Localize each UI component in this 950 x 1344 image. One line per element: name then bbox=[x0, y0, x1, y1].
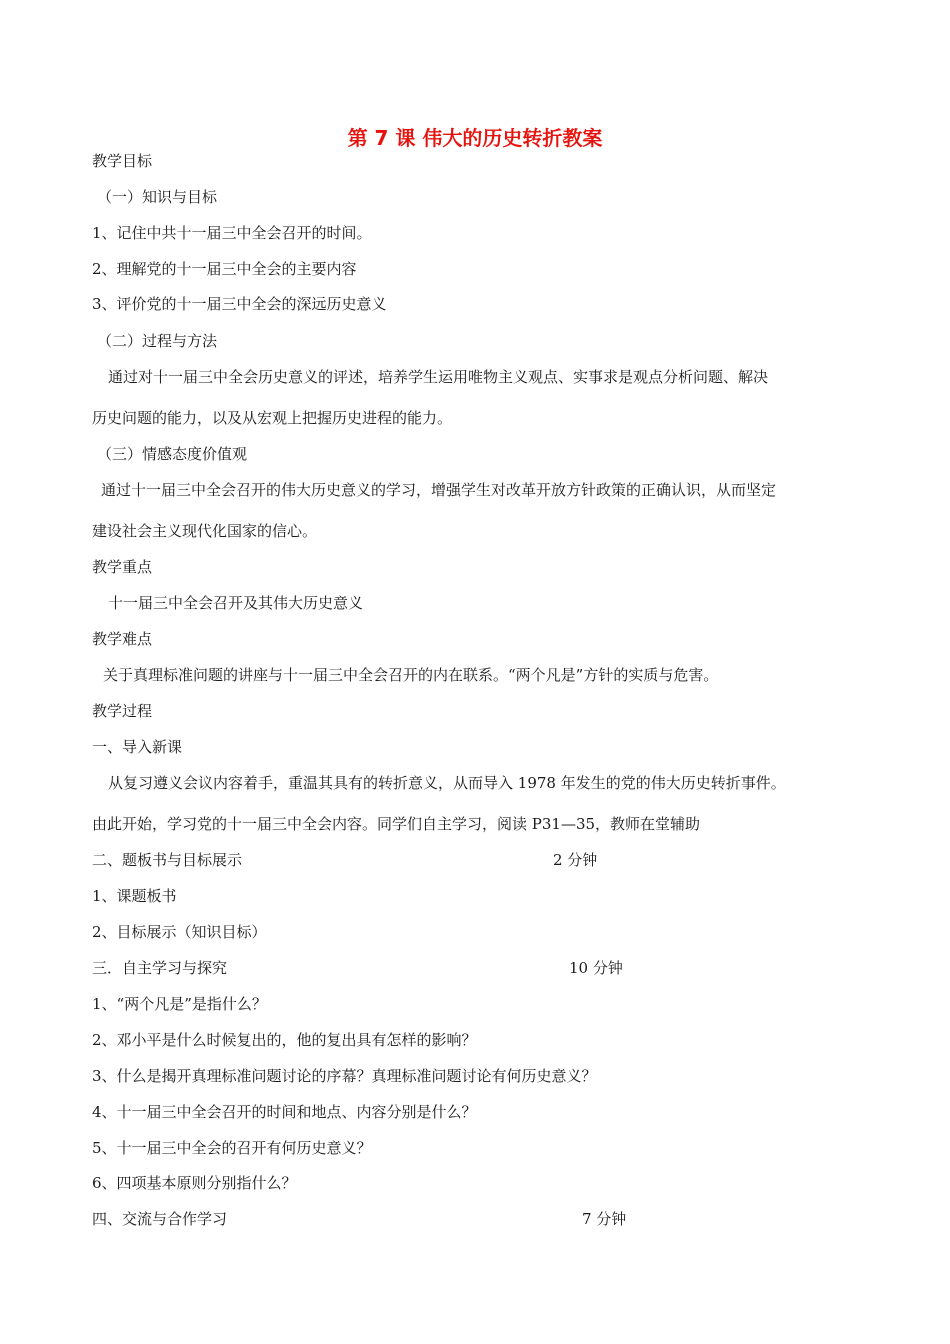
self-study-heading: 三．自主学习与探究 bbox=[92, 959, 228, 977]
document-title: 第 7 课 伟大的历史转折教案 bbox=[347, 126, 603, 150]
board-item-2: 2、目标展示（知识目标） bbox=[92, 923, 267, 941]
question-6: 6、四项基本原则分别指什么？ bbox=[92, 1174, 297, 1192]
process-method-text-line-1: 通过对十一届三中全会历史意义的评述，培养学生运用唯物主义观点、实事求是观点分析问题、解决 bbox=[108, 368, 769, 386]
process-method-heading: （二）过程与方法 bbox=[97, 332, 218, 350]
intro-text-line-1: 从复习遵义会议内容着手，重温其具有的转折意义，从而导入 1978 年发生的党的伟大历史转折事件。 bbox=[108, 774, 786, 792]
board-heading: 二、题板书与目标展示 bbox=[92, 851, 243, 869]
question-1: 1、“两个凡是”是指什么？ bbox=[92, 995, 267, 1013]
difficulties-heading: 教学难点 bbox=[92, 630, 153, 648]
question-5: 5、十一届三中全会的召开有何历史意义？ bbox=[92, 1139, 372, 1157]
knowledge-item-1: 1、记住中共十一届三中全会召开的时间。 bbox=[92, 224, 372, 242]
board-item-1: 1、课题板书 bbox=[92, 887, 177, 905]
intro-text-line-2: 由此开始，学习党的十一届三中全会内容。同学们自主学习，阅读 P31—35，教师在堂辅助 bbox=[92, 815, 701, 833]
emotion-heading: （三）情感态度价值观 bbox=[97, 445, 248, 463]
key-points-heading: 教学重点 bbox=[92, 558, 153, 576]
knowledge-item-2: 2、理解党的十一届三中全会的主要内容 bbox=[92, 260, 357, 278]
cooperation-heading: 四、交流与合作学习 bbox=[92, 1210, 228, 1228]
self-study-time: 10 分钟 bbox=[569, 959, 623, 977]
process-section-heading: 教学过程 bbox=[92, 702, 153, 720]
question-4: 4、十一届三中全会召开的时间和地点、内容分别是什么？ bbox=[92, 1103, 477, 1121]
emotion-text-line-1: 通过十一届三中全会召开的伟大历史意义的学习，增强学生对改革开放方针政策的正确认识，从而坚定 bbox=[101, 481, 777, 499]
intro-heading: 一、导入新课 bbox=[92, 738, 183, 756]
goals-heading: 教学目标 bbox=[92, 152, 153, 170]
knowledge-heading: （一）知识与目标 bbox=[97, 188, 218, 206]
question-2: 2、邓小平是什么时候复出的，他的复出具有怎样的影响？ bbox=[92, 1031, 477, 1049]
board-time: 2 分钟 bbox=[553, 851, 598, 869]
question-3: 3、什么是揭开真理标准问题讨论的序幕？真理标准问题讨论有何历史意义？ bbox=[92, 1067, 597, 1085]
process-method-text-line-2: 历史问题的能力，以及从宏观上把握历史进程的能力。 bbox=[92, 409, 453, 427]
emotion-text-line-2: 建设社会主义现代化国家的信心。 bbox=[92, 522, 318, 540]
knowledge-item-3: 3、评价党的十一届三中全会的深远历史意义 bbox=[92, 295, 387, 313]
difficulties-text: 关于真理标准问题的讲座与十一届三中全会召开的内在联系。“两个凡是”方针的实质与危害。 bbox=[103, 666, 719, 684]
cooperation-time: 7 分钟 bbox=[582, 1210, 627, 1228]
key-points-text: 十一届三中全会召开及其伟大历史意义 bbox=[108, 594, 364, 612]
